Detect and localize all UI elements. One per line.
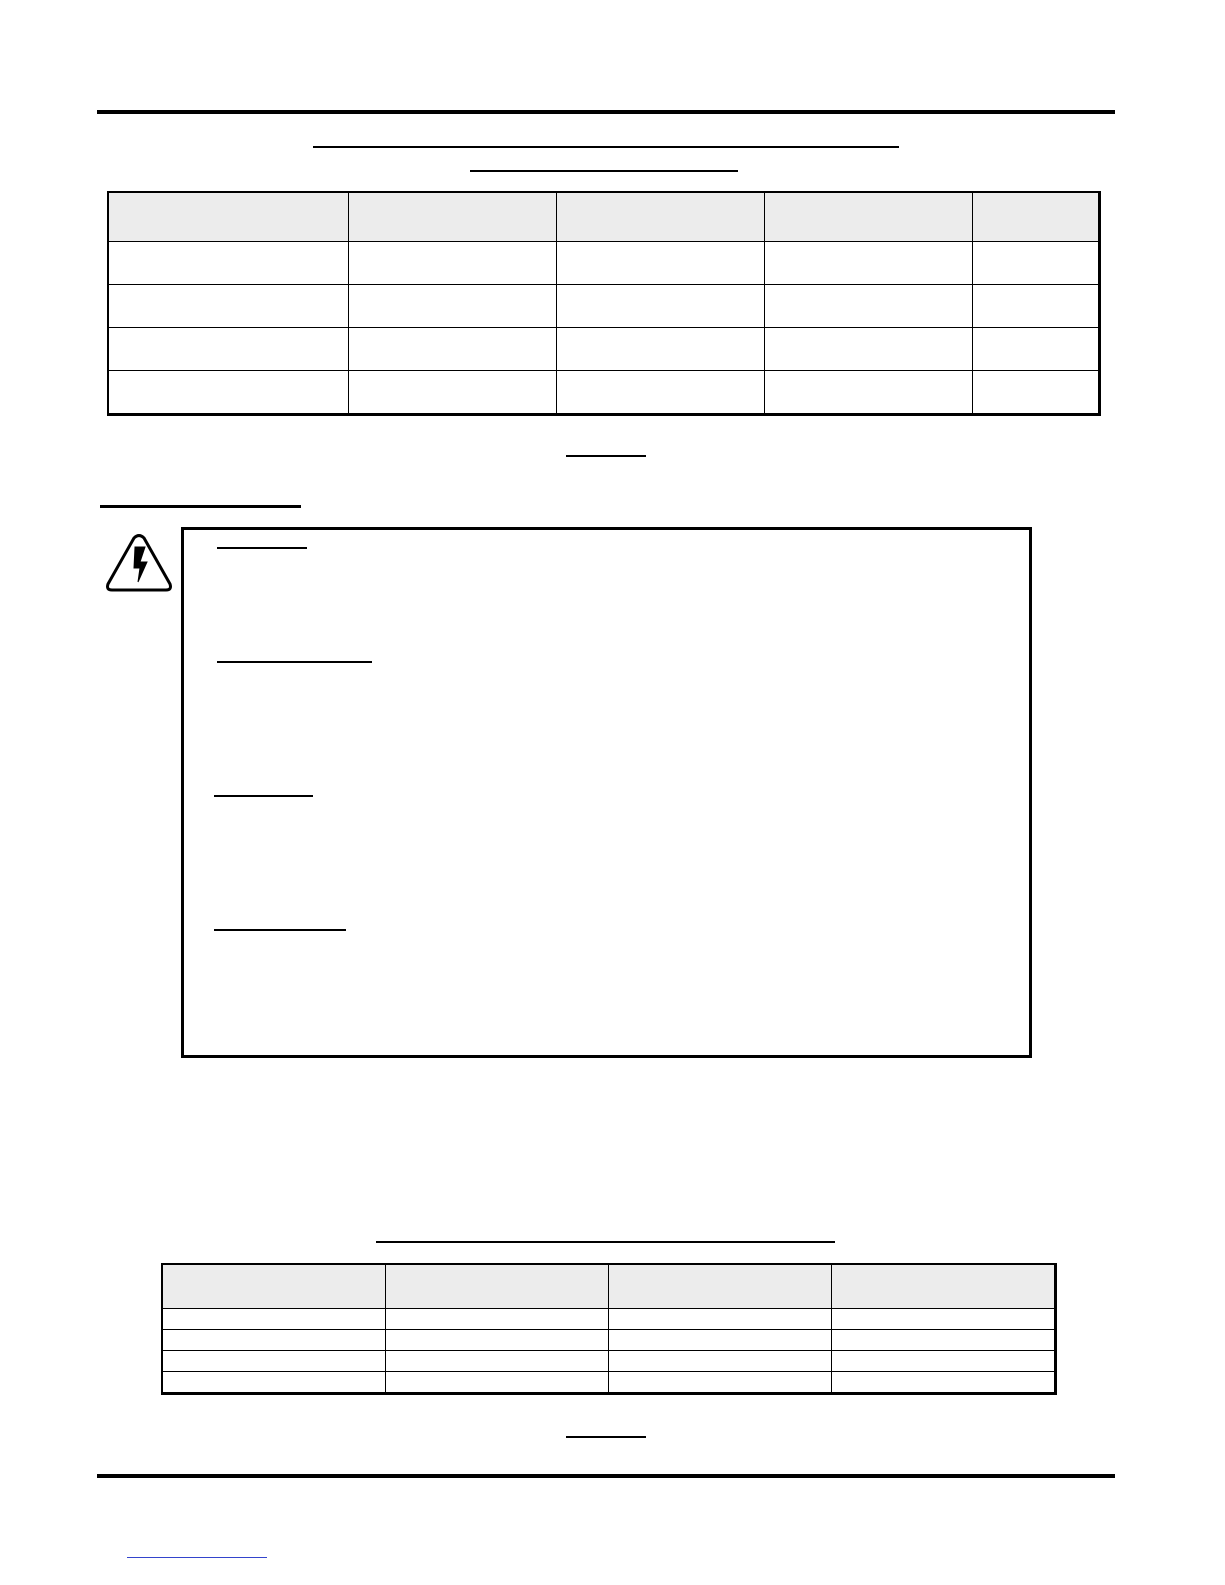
table-cell — [556, 371, 764, 415]
table-cell — [348, 371, 556, 415]
warning-heading-2-underline — [217, 661, 372, 663]
table-cell — [348, 285, 556, 328]
table-b-caption-underline — [566, 1436, 646, 1438]
data-table-a — [107, 191, 1101, 416]
warning-heading-3-underline — [214, 795, 313, 797]
table-row — [108, 285, 1099, 328]
table-row — [108, 371, 1099, 415]
table-header-cell — [556, 192, 764, 242]
table-row — [162, 1372, 1055, 1394]
table-row — [162, 1351, 1055, 1372]
table-cell — [608, 1330, 831, 1351]
table-cell — [348, 328, 556, 371]
table-cell — [556, 242, 764, 285]
table-header-cell — [608, 1264, 831, 1309]
footer-link[interactable] — [127, 1557, 267, 1558]
table-cell — [162, 1372, 385, 1394]
table-row — [162, 1330, 1055, 1351]
table-cell — [385, 1330, 608, 1351]
table-cell — [162, 1351, 385, 1372]
table-cell — [764, 371, 972, 415]
footer-rule — [97, 1474, 1115, 1478]
table-header-cell — [764, 192, 972, 242]
table-cell — [831, 1372, 1055, 1394]
table-cell — [108, 328, 348, 371]
electrical-hazard-icon — [104, 532, 174, 594]
table-cell — [764, 285, 972, 328]
warning-heading-4-underline — [214, 929, 346, 931]
table-cell — [608, 1351, 831, 1372]
header-rule — [97, 110, 1115, 114]
table-cell — [972, 285, 1099, 328]
table-a-title-underline-1 — [313, 146, 899, 148]
section-heading-underline — [100, 505, 301, 508]
table-header-row — [108, 192, 1099, 242]
table-cell — [162, 1309, 385, 1330]
table-cell — [385, 1351, 608, 1372]
table-cell — [556, 328, 764, 371]
table-cell — [608, 1372, 831, 1394]
table-header-row — [162, 1264, 1055, 1309]
table-row — [108, 328, 1099, 371]
table-header-cell — [831, 1264, 1055, 1309]
table-cell — [972, 371, 1099, 415]
table-header-cell — [162, 1264, 385, 1309]
table-header-cell — [972, 192, 1099, 242]
table-cell — [108, 242, 348, 285]
data-table-b — [161, 1263, 1057, 1395]
table-a-title-underline-2 — [470, 170, 738, 172]
table-cell — [162, 1330, 385, 1351]
table-cell — [831, 1309, 1055, 1330]
table-cell — [831, 1330, 1055, 1351]
table-row — [108, 242, 1099, 285]
table-row — [162, 1309, 1055, 1330]
table-cell — [764, 242, 972, 285]
table-b-title-underline — [376, 1241, 835, 1243]
table-cell — [556, 285, 764, 328]
table-header-cell — [348, 192, 556, 242]
table-cell — [972, 328, 1099, 371]
table-a-caption-underline — [566, 455, 646, 457]
table-cell — [348, 242, 556, 285]
warning-box — [181, 527, 1032, 1058]
table-header-cell — [385, 1264, 608, 1309]
table-cell — [385, 1372, 608, 1394]
table-cell — [108, 371, 348, 415]
table-cell — [385, 1309, 608, 1330]
table-cell — [972, 242, 1099, 285]
table-cell — [608, 1309, 831, 1330]
table-cell — [831, 1351, 1055, 1372]
table-header-cell — [108, 192, 348, 242]
table-cell — [108, 285, 348, 328]
table-cell — [764, 328, 972, 371]
warning-heading-1-underline — [217, 547, 307, 549]
